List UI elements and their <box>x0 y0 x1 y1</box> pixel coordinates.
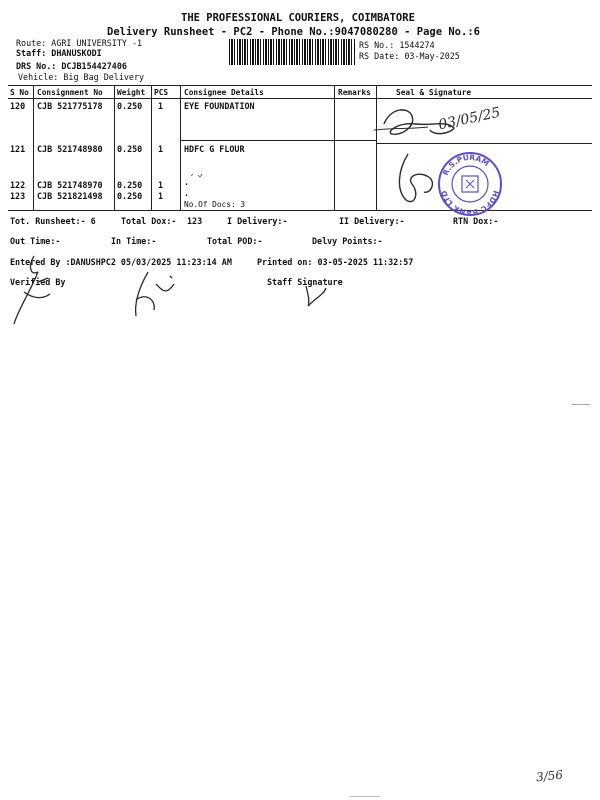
rs-date: RS Date: 03-May-2025 <box>359 51 460 61</box>
row-pcs: 1 <box>158 191 164 201</box>
col-header-pcs: PCS <box>154 88 169 97</box>
row-pcs: 1 <box>158 144 164 154</box>
delvy-points: Delvy Points:- <box>312 236 383 246</box>
company-name: THE PROFESSIONAL COURIERS, COIMBATORE <box>181 12 415 24</box>
col-header-weight: Weight <box>117 88 146 97</box>
row-consignment: CJB 521775178 <box>37 101 103 111</box>
verified-by-label: Verified By <box>10 277 66 287</box>
row-consignment: CJB 521748980 <box>37 144 103 154</box>
row-consignee: HDFC G FLOUR <box>184 144 245 154</box>
row-consignment: CJB 521821498 <box>37 191 103 201</box>
out-time: Out Time:- <box>10 236 61 246</box>
runsheet-title: Delivery Runsheet - PC2 - Phone No.:9047080280 - Page No.:6 <box>107 26 480 38</box>
staff-signature-label: Staff Signature <box>267 277 343 287</box>
in-time: In Time:- <box>111 236 157 246</box>
ii-delivery: II Delivery:- <box>339 216 405 226</box>
printed-on: Printed on: 03-05-2025 11:32:57 <box>257 257 414 267</box>
row-weight: 0.250 <box>117 191 143 201</box>
row-pcs: 1 <box>158 180 164 190</box>
tot-runsheet: Tot. Runsheet:- 6 <box>10 216 96 226</box>
vehicle: Vehicle: Big Bag Delivery <box>18 72 145 82</box>
verifier-initials <box>126 270 182 320</box>
total-dox-value: 123 <box>187 216 203 226</box>
col-header-remarks: Remarks <box>338 88 371 97</box>
total-pod: Total POD:- <box>207 236 263 246</box>
no-of-docs: No.Of Docs: 3 <box>184 200 246 209</box>
corner-handwritten-note: 3/56 <box>535 767 564 785</box>
i-delivery: I Delivery:- <box>227 216 288 226</box>
row-sno: 123 <box>10 191 26 201</box>
col-header-seal: Seal & Signature <box>396 88 472 97</box>
total-dox-label: Total Dox:- <box>121 216 177 226</box>
row-sno: 121 <box>10 144 26 154</box>
row-consignee: . <box>184 188 190 198</box>
scan-artifact <box>350 796 380 797</box>
row-consignee: . <box>184 177 190 187</box>
pencil-mark <box>190 172 206 180</box>
row-weight: 0.250 <box>117 180 143 190</box>
row-weight: 0.250 <box>117 144 143 154</box>
rtn-dox: RTN Dox:- <box>453 216 499 226</box>
col-header-consignee: Consignee Details <box>184 88 264 97</box>
stamp-bottom-text: HDFC BANK LTD <box>439 189 501 218</box>
row-sno: 122 <box>10 180 26 190</box>
stamp-top-text: R.S.PURAM <box>440 152 491 177</box>
rs-number: RS No.: 1544274 <box>359 40 435 50</box>
handwritten-date: 03/05/25 <box>437 104 502 134</box>
row-pcs: 1 <box>158 101 164 111</box>
route: Route: AGRI UNIVERSITY -1 <box>16 38 143 48</box>
verified-by-signature <box>8 252 58 330</box>
row-sno: 120 <box>10 101 26 111</box>
scan-artifact <box>572 404 590 405</box>
staff-name: Staff: DHANUSKODI <box>16 48 102 58</box>
barcode <box>229 39 355 65</box>
col-header-consignment: Consignment No <box>37 88 103 97</box>
row-consignee: EYE FOUNDATION <box>184 101 255 111</box>
staff-signature <box>302 284 330 308</box>
bank-stamp <box>436 150 504 218</box>
col-header-sno: S No <box>10 88 29 97</box>
row-weight: 0.250 <box>117 101 143 111</box>
entered-by: Entered By :DANUSHPC2 05/03/2025 11:23:14 AM <box>10 257 232 267</box>
drs-number: DRS No.: DCJB154427406 <box>16 61 127 71</box>
row-consignment: CJB 521748970 <box>37 180 103 190</box>
